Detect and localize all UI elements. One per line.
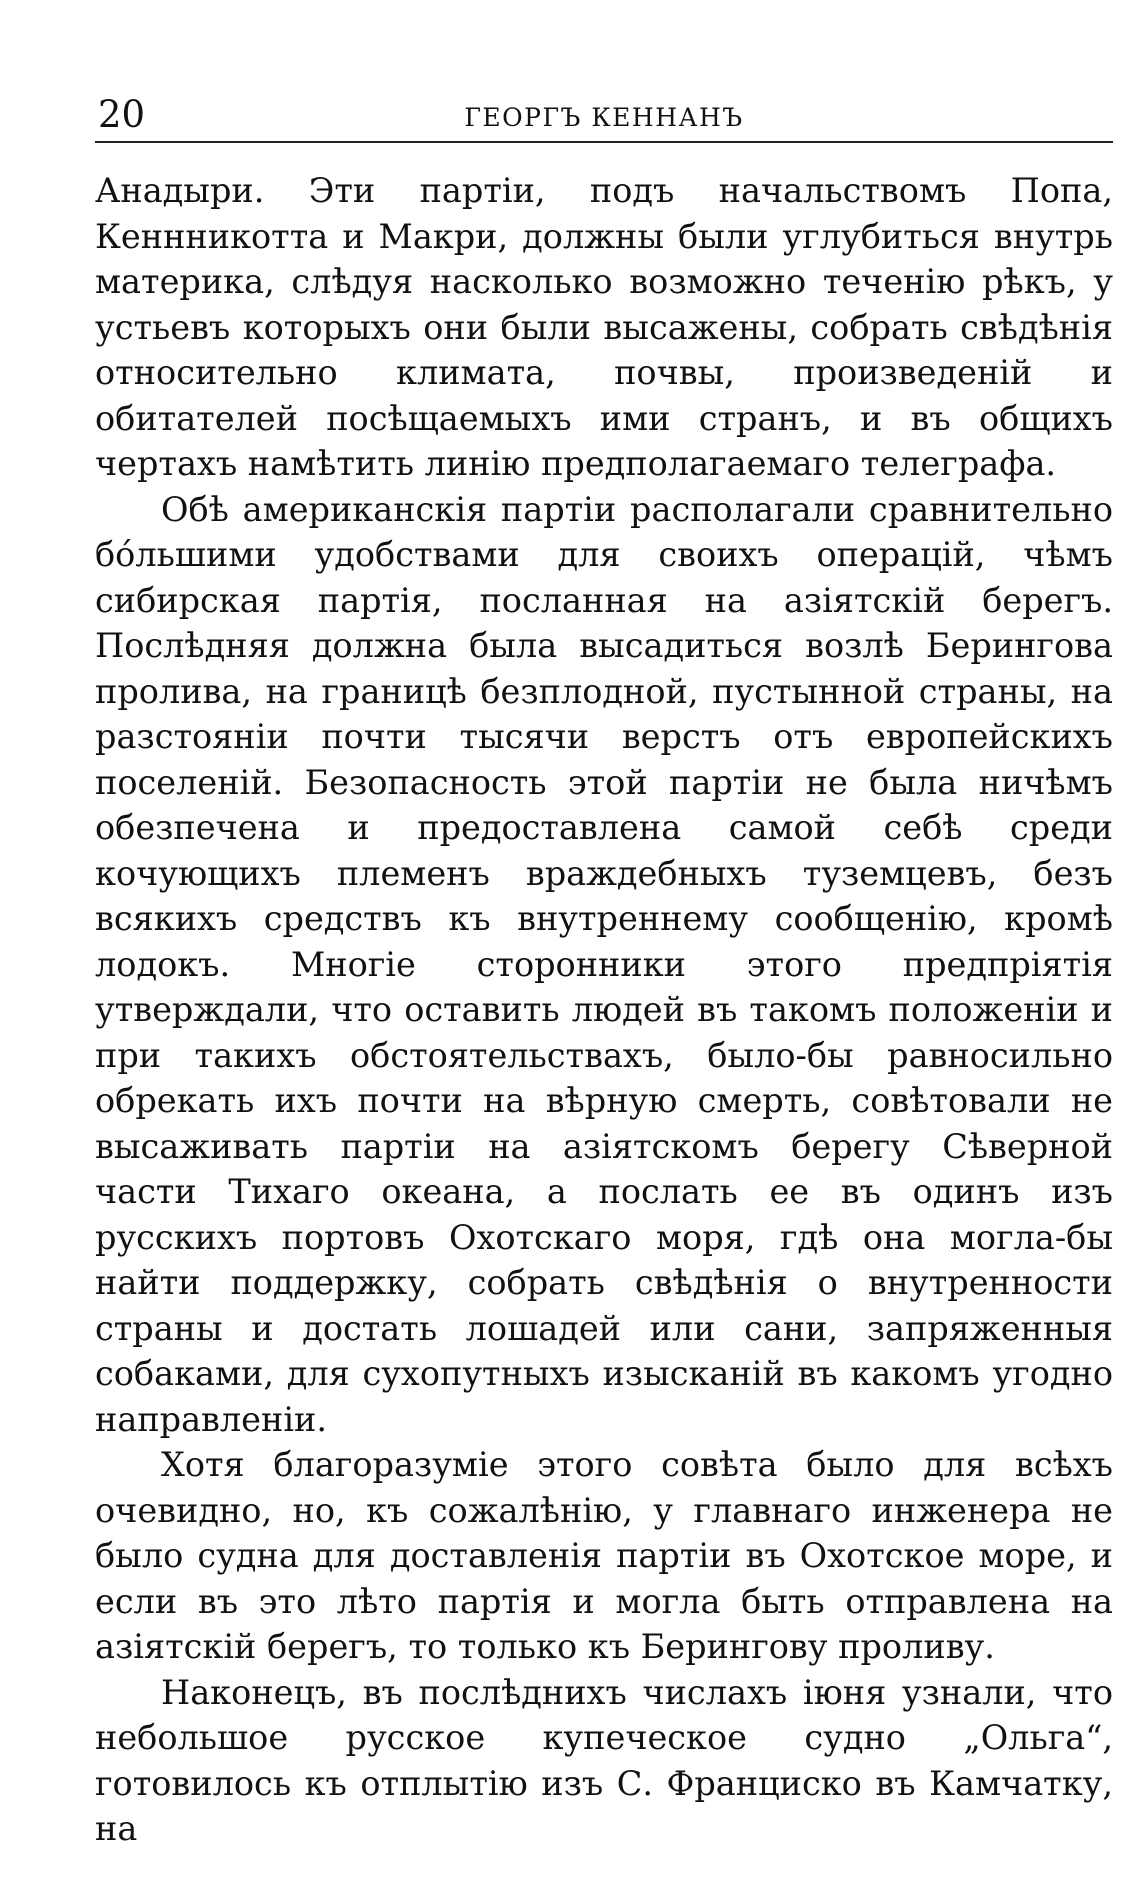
paragraph-truncated: Наконецъ, въ послѣднихъ числахъ іюня узнали, что небольшое русское купеческое судно „Ольга“, готовилось къ отплытію изъ С. Франциско въ Камчатку, на [95, 1672, 1113, 1848]
running-title: ГЕОРГЪ КЕННАНЪ [464, 103, 744, 132]
paragraph: Обѣ американскія партіи располагали сравнительно бóльшими удобствами для своихъ операцій, чѣмъ сибирская партія, посланная на азіятскій берегъ. Послѣдняя должна была высадиться возлѣ Берингова пролива, на границѣ безплодной, пустынной страны, на разстояніи почти тысячи верстъ отъ европейскихъ поселеній. Безопасность этой партіи не была ничѣмъ обезпечена и предоставлена самой себѣ среди кочующихъ племенъ враждебныхъ туземцевъ, безъ всякихъ средствъ къ внутреннему сообщенію, кромѣ лодокъ. Многіе сторонники этого предпріятія утверждали, что оставить людей въ такомъ положеніи и при такихъ обстоятельствахъ, было-бы равносильно обрекать ихъ почти на вѣрную смерть, совѣтовали не высаживать партіи на азіятскомъ берегу Сѣверной части Тихаго океана, а послать ее въ одинъ изъ русскихъ портовъ Охотскаго моря, гдѣ она могла-бы найти поддержку, собрать свѣдѣнія о внутренности страны и достать лошадей или сани, запряженныя собаками, для сухопутныхъ изысканій въ какомъ угодно направленіи. [95, 489, 1113, 1439]
book-page [95, 95, 1113, 1852]
body-text [95, 168, 1113, 1852]
paragraph: Хотя благоразуміе этого совѣта было для всѣхъ очевидно, но, къ сожалѣнію, у главнаго инженера не было судна для доставленія партіи въ Охотское море, и если въ это лѣто партія и могла быть отправлена на азіятскій берегъ, то только къ Берингову проливу. [95, 1445, 1113, 1666]
paragraph-continued: Анадыри. Эти партіи, подъ начальствомъ Попа, Кеннникотта и Макри, должны были углубиться внутрь материка, слѣдуя насколько возможно теченію рѣкъ, у устьевъ которыхъ они были высажены, собрать свѣдѣнія относительно климата, почвы, произведеній и обитателей посѣщаемыхъ ими странъ, и въ общихъ чертахъ намѣтить линію предполагаемаго телеграфа. [95, 171, 1113, 483]
page-number: 20 [98, 93, 146, 136]
running-head [95, 95, 1113, 143]
